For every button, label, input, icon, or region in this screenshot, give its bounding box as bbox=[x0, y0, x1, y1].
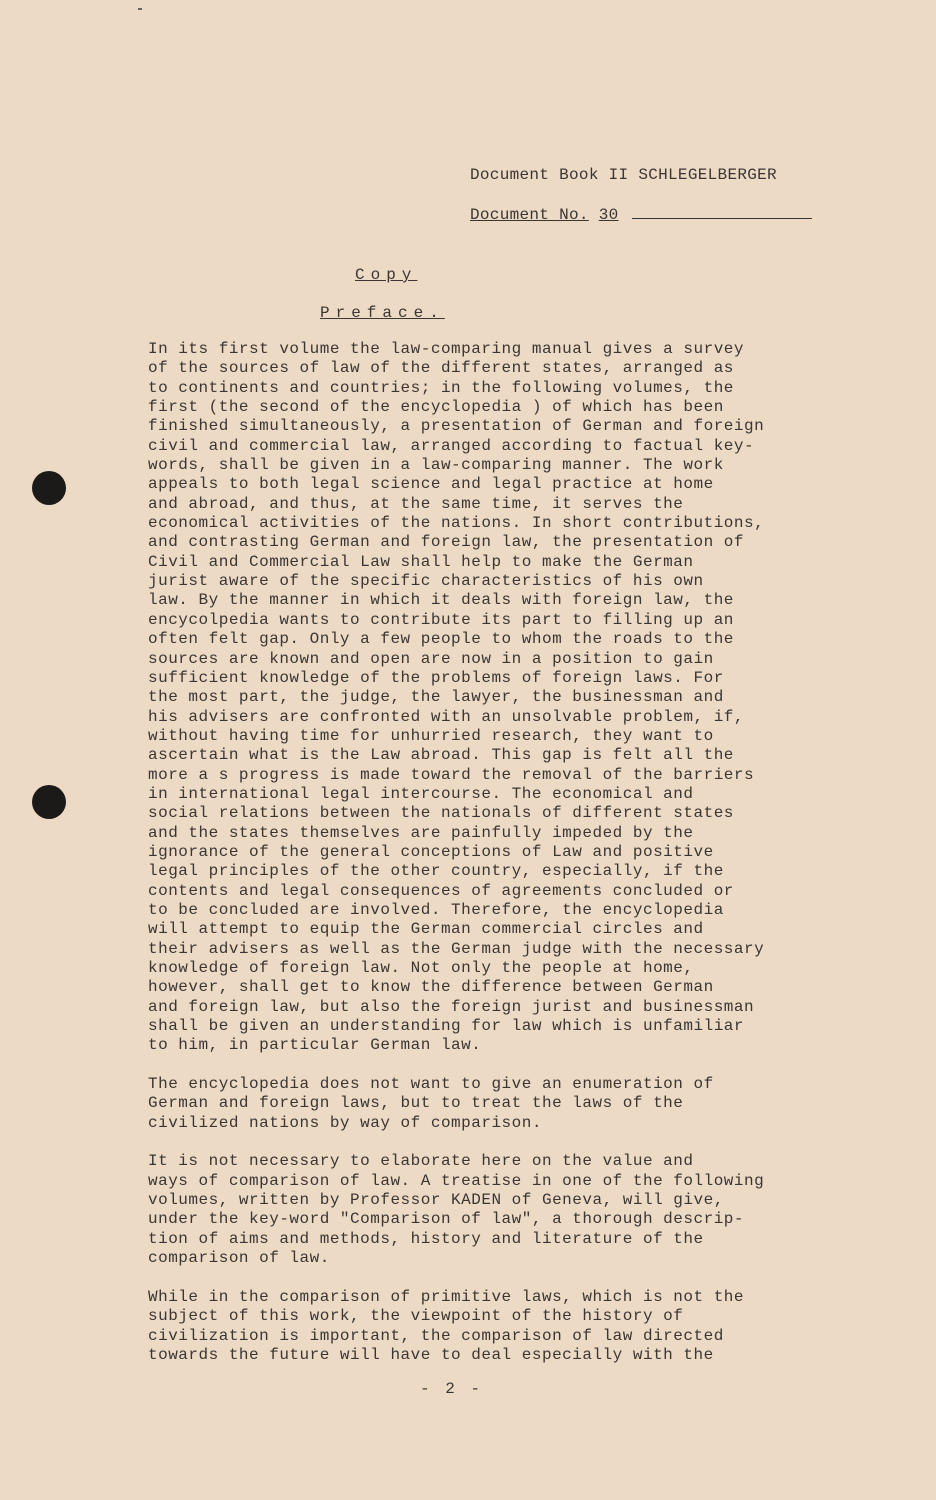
text-line: In its first volume the law-comparing manual gives a survey bbox=[148, 340, 744, 358]
text-line: ways of comparison of law. A treatise in one of the following bbox=[148, 1171, 765, 1190]
document-book-header: Document Book II SCHLEGELBERGER bbox=[470, 166, 777, 184]
text-line: finished simultaneously, a presentation of German and foreign bbox=[148, 417, 765, 436]
text-line: sufficient knowledge of the problems of foreign laws. For bbox=[148, 668, 724, 687]
text-line: appeals to both legal science and legal practice at home bbox=[148, 475, 714, 494]
text-line: without having time for unhurried research, they want to bbox=[148, 726, 714, 745]
text-line: encycolpedia wants to contribute its part to filling up an bbox=[148, 610, 734, 629]
text-line: to continents and countries; in the following volumes, the bbox=[148, 378, 734, 397]
text-line: social relations between the nationals of different states bbox=[148, 804, 734, 823]
text-line: jurist aware of the specific characteristics of his own bbox=[148, 572, 704, 591]
text-line: to him, in particular German law. bbox=[148, 1036, 482, 1055]
text-line: contents and legal consequences of agreements concluded or bbox=[148, 881, 734, 900]
text-line: will attempt to equip the German commercial circles and bbox=[148, 920, 704, 939]
text-line: civil and commercial law, arranged according to factual key- bbox=[148, 436, 755, 455]
text-line: legal principles of the other country, especially, if the bbox=[148, 862, 724, 881]
text-line: and foreign law, but also the foreign jurist and businessman bbox=[148, 997, 755, 1016]
document-number-line bbox=[470, 206, 812, 224]
text-line: shall be given an understanding for law which is unfamiliar bbox=[148, 1017, 744, 1036]
text-line: volumes, written by Professor KADEN of Geneva, will give, bbox=[148, 1191, 724, 1210]
page-number: - 2 - bbox=[420, 1380, 484, 1398]
underline-rule bbox=[632, 218, 812, 219]
text-line: tion of aims and methods, history and literature of the bbox=[148, 1229, 704, 1248]
text-line: German and foreign laws, but to treat the laws of the bbox=[148, 1094, 684, 1113]
text-line: his advisers are confronted with an unsolvable problem, if, bbox=[148, 707, 744, 726]
paragraph bbox=[148, 340, 878, 1056]
punch-hole bbox=[32, 785, 66, 819]
text-line: however, shall get to know the difference between German bbox=[148, 978, 714, 997]
text-line: towards the future will have to deal especially with the bbox=[148, 1345, 714, 1364]
text-line: Civil and Commercial Law shall help to make the German bbox=[148, 552, 694, 571]
text-line: While in the comparison of primitive laws, which is not the bbox=[148, 1287, 744, 1306]
punch-hole bbox=[32, 471, 66, 505]
document-number-value: 30 bbox=[598, 206, 619, 224]
text-line: the most part, the judge, the lawyer, the businessman and bbox=[148, 688, 724, 707]
text-line: It is not necessary to elaborate here on the value and bbox=[148, 1152, 694, 1171]
text-line: often felt gap. Only a few people to whom the roads to the bbox=[148, 630, 734, 649]
text-line: their advisers as well as the German judge with the necessary bbox=[148, 939, 765, 958]
text-line: first (the second of the encyclopedia ) of which has been bbox=[148, 398, 724, 417]
paragraph bbox=[148, 1075, 878, 1133]
text-line: civilization is important, the comparison of law directed bbox=[148, 1326, 724, 1345]
stray-mark bbox=[138, 8, 142, 10]
text-line: in international legal intercourse. The economical and bbox=[148, 784, 694, 803]
text-line: subject of this work, the viewpoint of the history of bbox=[148, 1307, 684, 1326]
text-line: The encyclopedia does not want to give an enumeration of bbox=[148, 1075, 714, 1094]
text-line: comparison of law. bbox=[148, 1249, 330, 1268]
document-body bbox=[148, 340, 878, 1385]
text-line: ascertain what is the Law abroad. This gap is felt all the bbox=[148, 746, 734, 765]
text-line: more a s progress is made toward the removal of the barriers bbox=[148, 765, 755, 784]
text-line: and the states themselves are painfully impeded by the bbox=[148, 823, 694, 842]
copy-label: Copy bbox=[355, 266, 418, 284]
text-line: ignorance of the general conceptions of Law and positive bbox=[148, 842, 714, 861]
text-line: civilized nations by way of comparison. bbox=[148, 1113, 542, 1132]
text-line: under the key-word "Comparison of law", a thorough descrip- bbox=[148, 1210, 744, 1229]
text-line: words, shall be given in a law-comparing manner. The work bbox=[148, 456, 724, 475]
text-line: and contrasting German and foreign law, the presentation of bbox=[148, 533, 744, 552]
text-line: of the sources of law of the different states, arranged as bbox=[148, 359, 734, 378]
paragraph bbox=[148, 1288, 878, 1365]
document-number-label: Document No. bbox=[470, 206, 589, 224]
text-line: economical activities of the nations. In short contributions, bbox=[148, 514, 765, 533]
preface-heading: Preface. bbox=[320, 304, 445, 322]
text-line: law. By the manner in which it deals with foreign law, the bbox=[148, 591, 734, 610]
paragraph bbox=[148, 1152, 878, 1268]
text-line: sources are known and open are now in a position to gain bbox=[148, 649, 714, 668]
text-line: to be concluded are involved. Therefore, the encyclopedia bbox=[148, 900, 724, 919]
text-line: knowledge of foreign law. Not only the people at home, bbox=[148, 959, 694, 977]
text-line: and abroad, and thus, at the same time, it serves the bbox=[148, 494, 684, 513]
